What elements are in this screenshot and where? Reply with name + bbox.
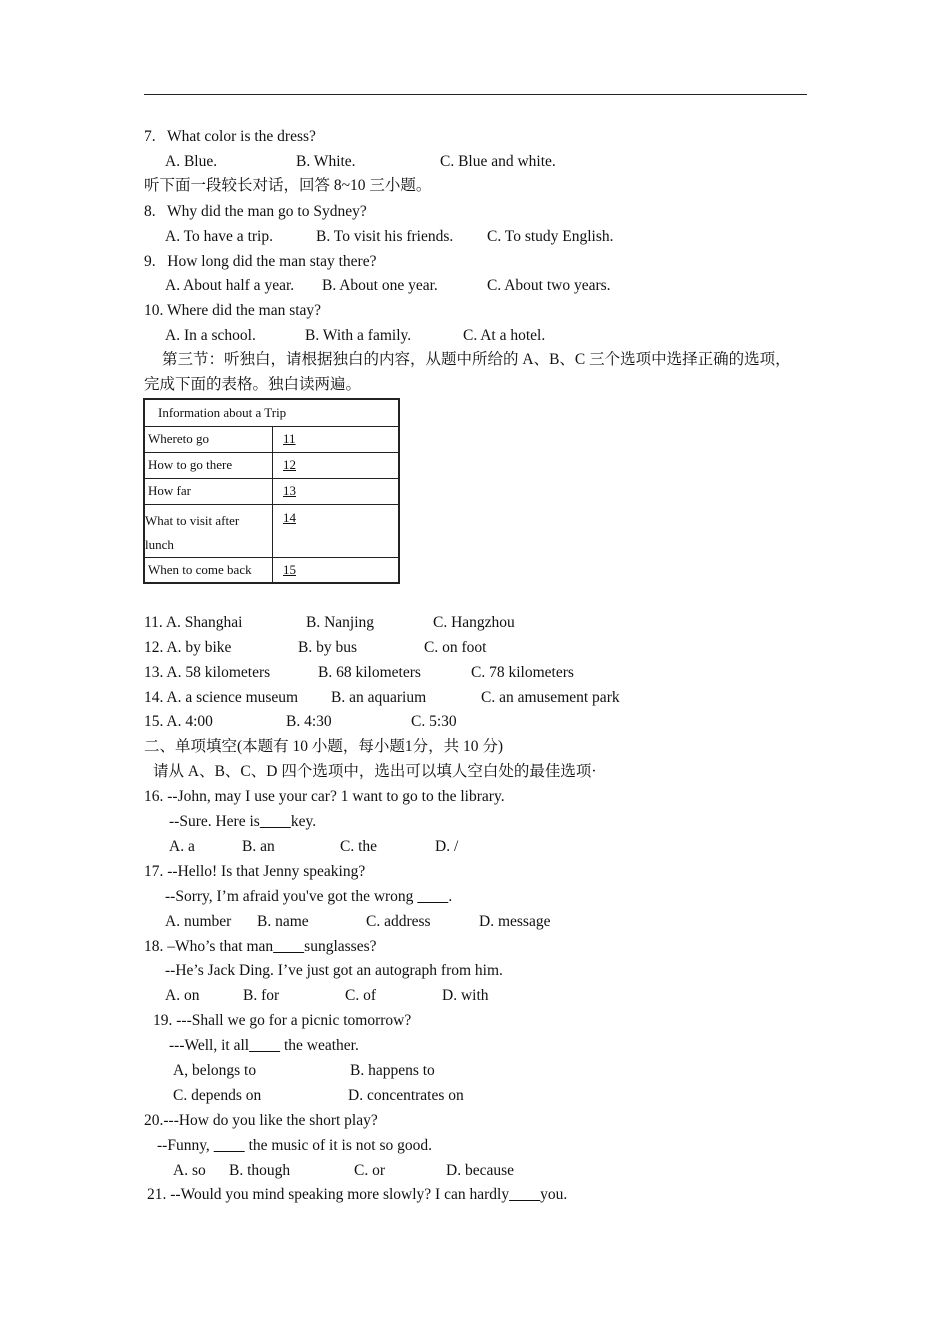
header-rule	[144, 94, 807, 95]
q8-stem: 8. Why did the man go to Sydney?	[144, 203, 367, 220]
table-row-label: What to visit after lunch	[144, 504, 273, 557]
table-row	[144, 557, 399, 583]
q9-option-c: C. About two years.	[487, 277, 611, 294]
q20-option-b: B. though	[229, 1162, 291, 1179]
table-row-blank: 13	[273, 478, 400, 504]
q7-option-a: A. Blue.	[165, 153, 218, 170]
table-row-blank: 11	[273, 426, 400, 452]
q16-stem: 16. --John, may I use your car? 1 want to go to the library.	[144, 788, 505, 805]
table-row-blank: 12	[273, 452, 400, 478]
q16-option-c: C. the	[340, 838, 378, 855]
q16-option-b: B. an	[242, 838, 275, 855]
q10-option-b: B. With a family.	[305, 327, 412, 344]
q12-option-a: 12. A. by bike	[144, 639, 232, 656]
part2-instruction: 请从 A、B、C、D 四个选项中，选出可以填人空白处的最佳选项·	[153, 763, 597, 780]
q7-stem: 7. What color is the dress?	[144, 128, 316, 145]
q17-stem: 17. --Hello! Is that Jenny speaking?	[144, 863, 366, 880]
table-row	[144, 452, 399, 478]
q18-option-a: A. on	[165, 987, 200, 1004]
q8-option-a: A. To have a trip.	[165, 228, 273, 245]
q19-option-d: D. concentrates on	[348, 1087, 464, 1104]
q10-option-c: C. At a hotel.	[463, 327, 546, 344]
q14-option-a: 14. A. a science museum	[144, 689, 299, 706]
q10-option-a: A. In a school.	[165, 327, 256, 344]
q17-option-d: D. message	[479, 913, 551, 930]
answer-blank	[249, 1037, 280, 1054]
section3-instruction-line1: 第三节：听独白，请根据独白的内容，从题中所给的 A、B、C 三个选项中选择正确的选项，	[162, 351, 791, 368]
table-row	[144, 478, 399, 504]
q21-stem: 21. --Would you mind speaking more slowly? I can hardly you.	[147, 1186, 568, 1203]
q17-reply: --Sorry, I’m afraid you've got the wrong .	[165, 888, 453, 905]
q15-option-a: 15. A. 4:00	[144, 713, 213, 730]
q17-option-b: B. name	[257, 913, 309, 930]
q19-reply: ---Well, it all the weather.	[169, 1037, 359, 1054]
q14-option-c: C. an amusement park	[481, 689, 620, 706]
q16-option-a: A. a	[169, 838, 195, 855]
instruction-8-10: 听下面一段较长对话，回答 8~10 三小题。	[144, 177, 432, 194]
q18-stem: 18. –Who’s that man sunglasses?	[144, 938, 377, 955]
table-row-label: How to go there	[144, 452, 273, 478]
q13-option-a: 13. A. 58 kilometers	[144, 664, 271, 681]
table-row-blank: 14	[273, 504, 400, 557]
answer-blank	[273, 938, 304, 955]
trip-info-table	[143, 398, 400, 584]
q20-option-a: A. so	[173, 1162, 206, 1179]
q11-option-a: 11. A. Shanghai	[144, 614, 243, 631]
q19-option-c: C. depends on	[173, 1087, 262, 1104]
answer-blank	[509, 1186, 540, 1203]
q12-option-b: B. by bus	[298, 639, 357, 656]
q18-option-c: C. of	[345, 987, 376, 1004]
section3-instruction-line2: 完成下面的表格。独白读两遍。	[144, 376, 362, 393]
q11-option-b: B. Nanjing	[306, 614, 375, 631]
answer-blank	[417, 888, 448, 905]
q16-reply: --Sure. Here is key.	[169, 813, 317, 830]
table-row-label: Whereto go	[144, 426, 273, 452]
table-title: Information about a Trip	[144, 399, 399, 426]
q15-option-b: B. 4:30	[286, 713, 332, 730]
q13-option-c: C. 78 kilometers	[471, 664, 574, 681]
q7-option-c: C. Blue and white.	[440, 153, 556, 170]
q17-option-c: C. address	[366, 913, 431, 930]
q8-option-b: B. To visit his friends.	[316, 228, 454, 245]
q18-option-d: D. with	[442, 987, 489, 1004]
q20-stem: 20.---How do you like the short play?	[144, 1112, 378, 1129]
table-row-blank: 15	[273, 557, 400, 583]
q15-option-c: C. 5:30	[411, 713, 457, 730]
table-row	[144, 426, 399, 452]
q17-option-a: A. number	[165, 913, 232, 930]
q11-option-c: C. Hangzhou	[433, 614, 515, 631]
q19-option-a: A, belongs to	[173, 1062, 257, 1079]
q7-option-b: B. White.	[296, 153, 356, 170]
q13-option-b: B. 68 kilometers	[318, 664, 421, 681]
answer-blank	[214, 1137, 245, 1154]
q14-option-b: B. an aquarium	[331, 689, 427, 706]
q20-reply: --Funny, the music of it is not so good.	[157, 1137, 432, 1154]
q10-stem: 10. Where did the man stay?	[144, 302, 322, 319]
q9-option-b: B. About one year.	[322, 277, 438, 294]
q19-stem: 19. ---Shall we go for a picnic tomorrow?	[153, 1012, 412, 1029]
q18-reply: --He’s Jack Ding. I’ve just got an autograph from him.	[165, 962, 503, 979]
q16-option-d: D. /	[435, 838, 459, 855]
q20-option-d: D. because	[446, 1162, 514, 1179]
q19-option-b: B. happens to	[350, 1062, 435, 1079]
q12-option-c: C. on foot	[424, 639, 487, 656]
answer-blank	[260, 813, 291, 830]
q18-option-b: B. for	[243, 987, 280, 1004]
q8-option-c: C. To study English.	[487, 228, 614, 245]
table-row-label: When to come back	[144, 557, 273, 583]
q9-stem: 9. How long did the man stay there?	[144, 253, 377, 270]
part2-title: 二、单项填空(本题有 10 小题，每小题1分，共 10 分)	[144, 738, 504, 755]
table-row	[144, 504, 399, 557]
q9-option-a: A. About half a year.	[165, 277, 295, 294]
table-row-label: How far	[144, 478, 273, 504]
q20-option-c: C. or	[354, 1162, 385, 1179]
